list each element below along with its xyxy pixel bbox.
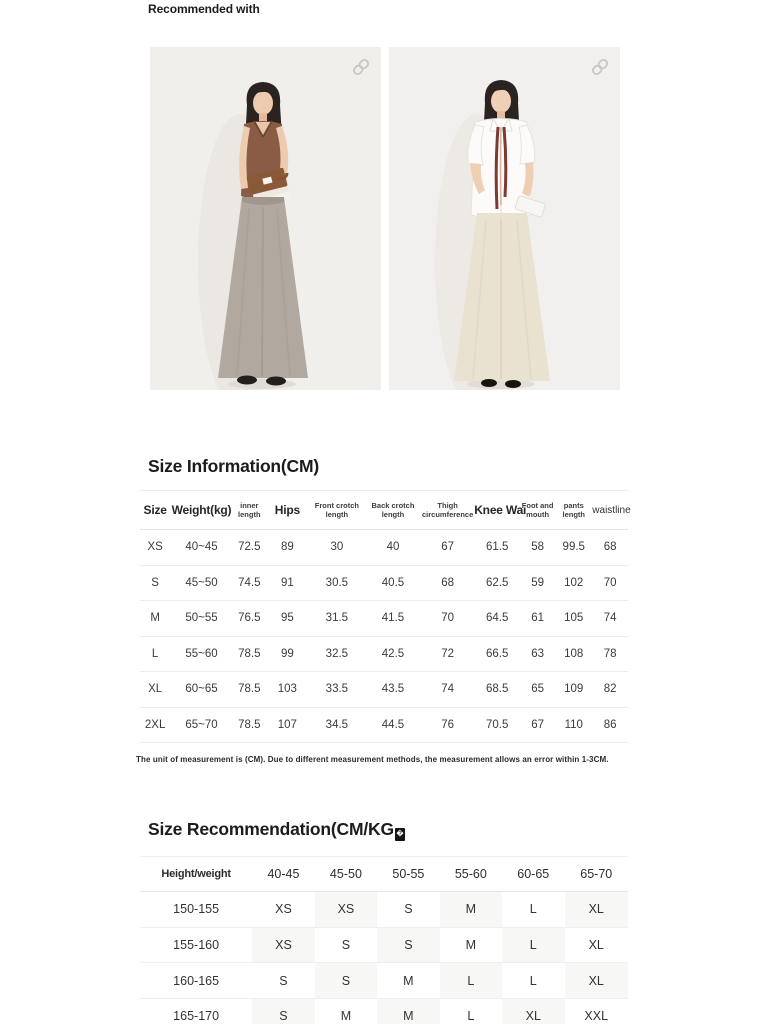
- column-header: pants length: [555, 491, 592, 530]
- table-cell: 40.5: [365, 565, 421, 601]
- table-cell: M: [377, 999, 439, 1024]
- table-cell: 105: [555, 601, 592, 637]
- recommended-with-title: Recommended with: [148, 2, 260, 16]
- table-cell: S: [315, 963, 377, 999]
- table-cell: 95: [266, 601, 309, 637]
- column-header: inner length: [233, 491, 266, 530]
- table-row: [140, 999, 628, 1024]
- table-cell: 91: [266, 565, 309, 601]
- table-cell: L: [440, 999, 502, 1024]
- column-header: 45-50: [315, 857, 377, 892]
- column-header: Front crotch length: [309, 491, 365, 530]
- row-label: 2XL: [140, 707, 170, 743]
- table-cell: 74: [592, 601, 628, 637]
- measurement-note: The unit of measurement is (CM). Due to different measurement methods, the measurement allows an error within 1-3CM.: [136, 755, 609, 764]
- header-row: [140, 857, 628, 892]
- model-illustration-brown-top: [150, 47, 381, 390]
- table-cell: 45~50: [170, 565, 232, 601]
- table-cell: XL: [502, 999, 564, 1024]
- table-cell: M: [315, 999, 377, 1024]
- table-cell: 76.5: [233, 601, 266, 637]
- table-cell: 72: [421, 636, 474, 672]
- column-header: 55-60: [440, 857, 502, 892]
- missing-glyph-box: �: [395, 828, 405, 841]
- table-cell: 68: [421, 565, 474, 601]
- row-label: M: [140, 601, 170, 637]
- table-cell: 70: [421, 601, 474, 637]
- table-row: [140, 927, 628, 963]
- table-row: [140, 672, 628, 708]
- table-cell: S: [252, 999, 314, 1024]
- table-cell: L: [440, 963, 502, 999]
- table-cell: 76: [421, 707, 474, 743]
- table-cell: 40: [365, 530, 421, 566]
- column-header: Knee Wai: [474, 491, 520, 530]
- table-cell: S: [315, 927, 377, 963]
- table-cell: 99.5: [555, 530, 592, 566]
- table-cell: S: [377, 892, 439, 928]
- table-cell: M: [440, 892, 502, 928]
- table-cell: 89: [266, 530, 309, 566]
- link-icon[interactable]: [590, 57, 610, 77]
- table-cell: 78.5: [233, 707, 266, 743]
- column-header: Back crotch length: [365, 491, 421, 530]
- table-cell: 74: [421, 672, 474, 708]
- table-cell: 67: [421, 530, 474, 566]
- table-cell: L: [502, 892, 564, 928]
- table-cell: 60~65: [170, 672, 232, 708]
- table-cell: 82: [592, 672, 628, 708]
- table-cell: 41.5: [365, 601, 421, 637]
- table-cell: XS: [315, 892, 377, 928]
- table-cell: 78.5: [233, 672, 266, 708]
- row-label: XS: [140, 530, 170, 566]
- table-row: [140, 963, 628, 999]
- table-cell: 62.5: [474, 565, 520, 601]
- recommended-gallery: [150, 47, 620, 390]
- table-cell: 44.5: [365, 707, 421, 743]
- table-cell: XL: [565, 892, 629, 928]
- table-row: [140, 565, 628, 601]
- table-cell: 102: [555, 565, 592, 601]
- table-cell: 55~60: [170, 636, 232, 672]
- column-header: 65-70: [565, 857, 629, 892]
- table-cell: 86: [592, 707, 628, 743]
- size-information-title: Size Information(CM): [148, 456, 319, 476]
- size-recommendation-title-text: Size Recommendation(CM/KG: [148, 819, 394, 839]
- table-cell: 65: [520, 672, 555, 708]
- size-information-table: [140, 490, 631, 743]
- table-cell: 33.5: [309, 672, 365, 708]
- table-cell: XXL: [565, 999, 629, 1024]
- column-header: Weight(kg): [170, 491, 232, 530]
- table-cell: 70: [592, 565, 628, 601]
- column-header: 40-45: [252, 857, 314, 892]
- table-cell: 67: [520, 707, 555, 743]
- table-cell: M: [377, 963, 439, 999]
- table-cell: XS: [252, 927, 314, 963]
- table-cell: 61.5: [474, 530, 520, 566]
- model-illustration-white-shirt: [389, 47, 620, 390]
- row-label: S: [140, 565, 170, 601]
- row-label: 155-160: [140, 927, 252, 963]
- table-cell: 66.5: [474, 636, 520, 672]
- table-cell: 78.5: [233, 636, 266, 672]
- table-cell: XL: [565, 963, 629, 999]
- table-cell: 70.5: [474, 707, 520, 743]
- table-cell: 59: [520, 565, 555, 601]
- table-cell: 64.5: [474, 601, 520, 637]
- row-label: 160-165: [140, 963, 252, 999]
- table-cell: 58: [520, 530, 555, 566]
- table-cell: 34.5: [309, 707, 365, 743]
- column-header: Hips: [266, 491, 309, 530]
- table-cell: 42.5: [365, 636, 421, 672]
- table-row: [140, 707, 628, 743]
- column-header: 50-55: [377, 857, 439, 892]
- table-cell: 50~55: [170, 601, 232, 637]
- table-row: [140, 636, 628, 672]
- row-label: 150-155: [140, 892, 252, 928]
- table-row: [140, 530, 628, 566]
- table-cell: S: [377, 927, 439, 963]
- table-cell: 30: [309, 530, 365, 566]
- table-cell: 43.5: [365, 672, 421, 708]
- column-header: Foot and mouth: [520, 491, 555, 530]
- table-cell: S: [252, 963, 314, 999]
- table-cell: 32.5: [309, 636, 365, 672]
- column-header: 60-65: [502, 857, 564, 892]
- table-cell: L: [502, 963, 564, 999]
- table-row: [140, 601, 628, 637]
- row-label: L: [140, 636, 170, 672]
- table-cell: XS: [252, 892, 314, 928]
- recommended-product-photo-1[interactable]: [150, 47, 381, 390]
- table-cell: 103: [266, 672, 309, 708]
- recommended-product-photo-2[interactable]: [389, 47, 620, 390]
- table-cell: 74.5: [233, 565, 266, 601]
- size-recommendation-title: [148, 819, 405, 840]
- table-cell: 30.5: [309, 565, 365, 601]
- table-cell: XL: [565, 927, 629, 963]
- column-header: Size: [140, 491, 170, 530]
- link-icon[interactable]: [351, 57, 371, 77]
- table-cell: L: [502, 927, 564, 963]
- table-cell: 108: [555, 636, 592, 672]
- row-label: XL: [140, 672, 170, 708]
- table-cell: 72.5: [233, 530, 266, 566]
- table-cell: 40~45: [170, 530, 232, 566]
- table-cell: 68.5: [474, 672, 520, 708]
- table-cell: 31.5: [309, 601, 365, 637]
- column-header: Height/weight: [140, 857, 252, 892]
- size-recommendation-table: [140, 856, 628, 1024]
- table-cell: 61: [520, 601, 555, 637]
- table-cell: M: [440, 927, 502, 963]
- column-header: Thigh circumference: [421, 491, 474, 530]
- table-cell: 78: [592, 636, 628, 672]
- table-cell: 68: [592, 530, 628, 566]
- header-row: [140, 491, 628, 530]
- table-cell: 63: [520, 636, 555, 672]
- column-header: waistline: [592, 491, 628, 530]
- row-label: 165-170: [140, 999, 252, 1024]
- table-cell: 109: [555, 672, 592, 708]
- table-cell: 107: [266, 707, 309, 743]
- table-cell: 99: [266, 636, 309, 672]
- table-cell: 110: [555, 707, 592, 743]
- table-cell: 65~70: [170, 707, 232, 743]
- table-row: [140, 892, 628, 928]
